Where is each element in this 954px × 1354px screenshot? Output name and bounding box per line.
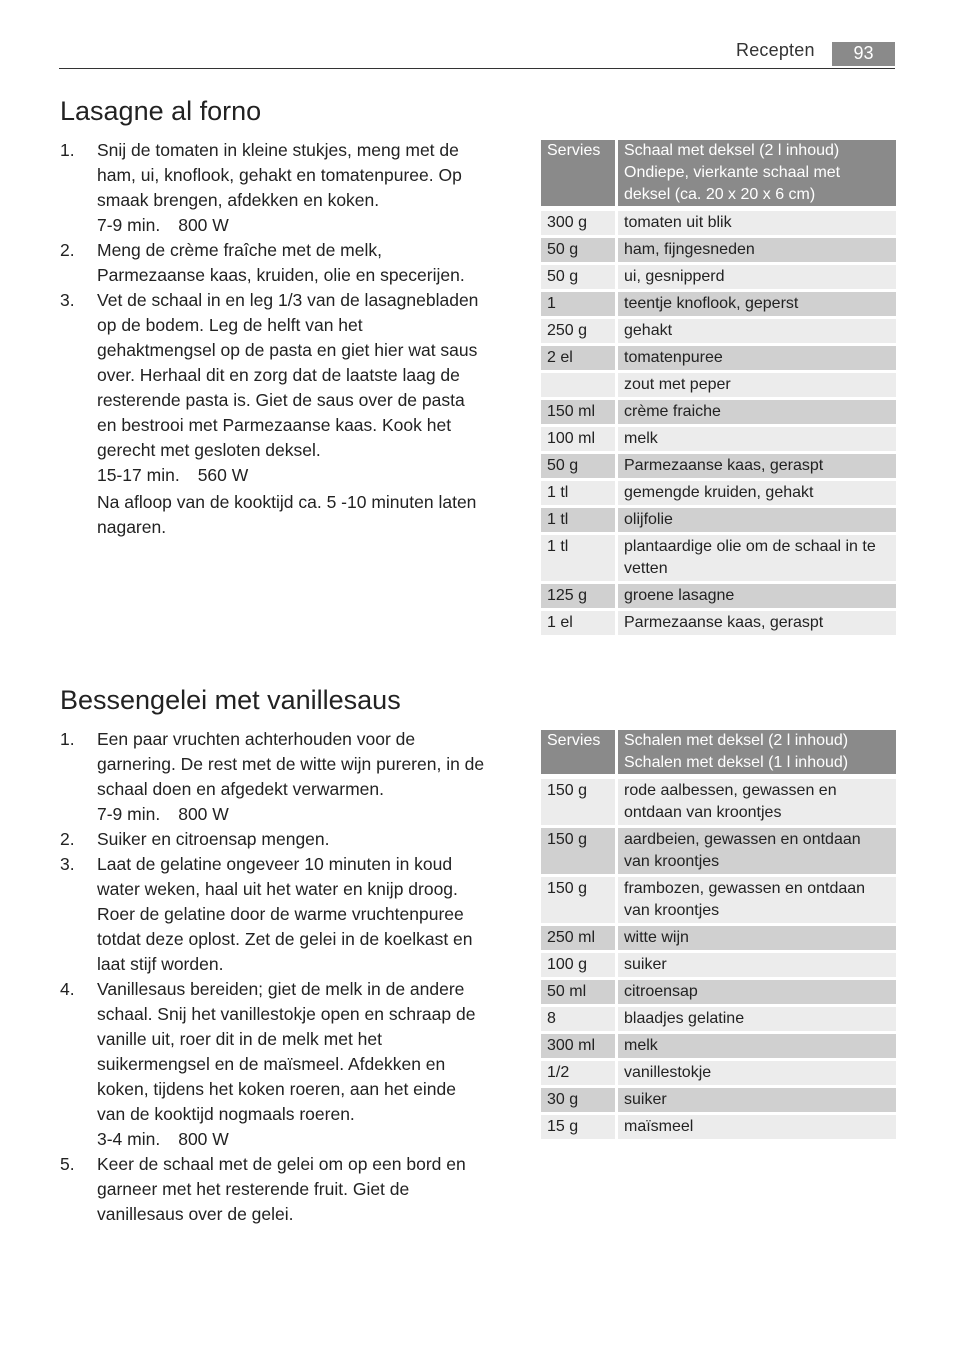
time-duration: 15-17 min.	[97, 465, 180, 485]
power-level: 800 W	[178, 215, 229, 235]
table-row	[541, 426, 896, 453]
table-row	[541, 925, 896, 952]
ingredient-name: tomatenpuree	[617, 345, 897, 372]
table-row	[541, 979, 896, 1006]
ingredient-amount: 8	[541, 1006, 617, 1033]
step-number: 4.	[60, 979, 75, 999]
cooking-time	[60, 802, 485, 827]
recipe-steps	[60, 138, 485, 540]
ingredient-amount: 150 ml	[541, 399, 617, 426]
ingredient-amount: 1 tl	[541, 534, 617, 583]
ingredient-name: zout met peper	[617, 372, 897, 399]
step-item	[60, 827, 485, 852]
ingredient-amount: 50 g	[541, 264, 617, 291]
table-row	[541, 453, 896, 480]
ingredient-amount: 1 tl	[541, 507, 617, 534]
step-text: Een paar vruchten achterhouden voor de garnering. De rest met de witte wijn pureren, in de schaal doen en afgedekt verwarmen.	[97, 729, 485, 799]
recipe-steps	[60, 727, 485, 1227]
step-item	[60, 977, 485, 1127]
ingredient-name: olijfolie	[617, 507, 897, 534]
ingredient-amount: 30 g	[541, 1087, 617, 1114]
header-servies: Servies	[541, 730, 617, 774]
step-number: 3.	[60, 854, 75, 874]
table-row	[541, 372, 896, 399]
table-header-row	[541, 730, 896, 774]
step-number: 2.	[60, 240, 75, 260]
table-row	[541, 534, 896, 583]
table-row	[541, 210, 896, 237]
recipe-title: Lasagne al forno	[60, 96, 262, 126]
ingredient-amount: 1	[541, 291, 617, 318]
ingredient-amount: 300 ml	[541, 1033, 617, 1060]
ingredient-name: citroensap	[617, 979, 897, 1006]
header-dish	[617, 730, 897, 774]
ingredient-amount: 50 ml	[541, 979, 617, 1006]
step-number: 2.	[60, 829, 75, 849]
header-servies: Servies	[541, 140, 617, 206]
table-row	[541, 291, 896, 318]
step-text: Laat de gelatine ongeveer 10 minuten in koud water weken, haal uit het water en knijp droog. Roer de gelatine door de warme vruchtenpuree totdat deze oplost. Zet de gelei in de koelkast en laat stijf worden.	[97, 854, 473, 974]
table-row	[541, 876, 896, 925]
time-duration: 7-9 min.	[97, 215, 161, 235]
ingredient-name: rode aalbessen, gewassen en ontdaan van kroontjes	[617, 778, 897, 827]
table-row	[541, 610, 896, 636]
step-text: Keer de schaal met de gelei om op een bord en garneer met het resterende fruit. Giet de vanillesaus over de gelei.	[97, 1154, 466, 1224]
ingredient-name: plantaardige olie om de schaal in te vetten	[617, 534, 897, 583]
table-row	[541, 1033, 896, 1060]
ingredient-name: gehakt	[617, 318, 897, 345]
ingredient-amount: 50 g	[541, 453, 617, 480]
ingredient-name: crème fraiche	[617, 399, 897, 426]
ingredient-name: melk	[617, 426, 897, 453]
ingredient-amount: 125 g	[541, 583, 617, 610]
header-dish-line: Schalen met deksel (1 l inhoud)	[624, 754, 849, 771]
ingredient-amount: 250 g	[541, 318, 617, 345]
ingredient-amount: 250 ml	[541, 925, 617, 952]
table-row	[541, 507, 896, 534]
table-row	[541, 237, 896, 264]
step-text: Snij de tomaten in kleine stukjes, meng met de ham, ui, knoflook, gehakt en tomatenpuree. Op smaak brengen, afdekken en koken.	[97, 140, 462, 210]
table-row	[541, 1114, 896, 1140]
ingredient-name: suiker	[617, 952, 897, 979]
step-item	[60, 1152, 485, 1227]
step-item	[60, 727, 485, 802]
ingredient-amount: 1/2	[541, 1060, 617, 1087]
step-note: Na afloop van de kooktijd ca. 5 -10 minuten laten nagaren.	[97, 492, 477, 537]
ingredient-name: blaadjes gelatine	[617, 1006, 897, 1033]
table-row	[541, 827, 896, 876]
cooking-time	[60, 463, 485, 488]
table-row	[541, 1087, 896, 1114]
ingredients-table	[541, 730, 896, 1139]
table-row	[541, 1006, 896, 1033]
ingredient-name: ui, gesnipperd	[617, 264, 897, 291]
ingredient-name: melk	[617, 1033, 897, 1060]
page-number-badge: 93	[832, 42, 895, 66]
header-dish-line: Schalen met deksel (2 l inhoud)	[624, 732, 849, 749]
step-text: Suiker en citroensap mengen.	[97, 829, 330, 849]
power-level: 800 W	[178, 804, 229, 824]
ingredients-table	[541, 140, 896, 635]
ingredient-amount	[541, 372, 617, 399]
ingredient-name: maïsmeel	[617, 1114, 897, 1140]
table-header-row	[541, 140, 896, 206]
step-number: 1.	[60, 140, 75, 160]
table-row	[541, 952, 896, 979]
ingredient-amount: 1 el	[541, 610, 617, 636]
table-row	[541, 480, 896, 507]
ingredient-name: Parmezaanse kaas, geraspt	[617, 610, 897, 636]
step-text: Vanillesaus bereiden; giet de melk in de andere schaal. Snij het vanillestokje open en schraap de vanille uit, roer dit in de melk met het suikermengsel en de maïsmeel. Afdekken en koken, tijdens het koken roeren, aan het einde van de kooktijd nogmaals roeren.	[97, 979, 476, 1124]
table-row	[541, 264, 896, 291]
cooking-time	[60, 213, 485, 238]
ingredient-name: tomaten uit blik	[617, 210, 897, 237]
header-dish	[617, 140, 897, 206]
header-dish-line: Ondiepe, vierkante schaal met deksel (ca. 20 x 20 x 6 cm)	[624, 164, 841, 203]
ingredient-name: vanillestokje	[617, 1060, 897, 1087]
table-row	[541, 778, 896, 827]
step-item	[60, 288, 485, 463]
step-item	[60, 138, 485, 213]
time-duration: 7-9 min.	[97, 804, 161, 824]
header-dish-line: Schaal met deksel (2 l inhoud)	[624, 142, 840, 159]
ingredient-name: gemengde kruiden, gehakt	[617, 480, 897, 507]
power-level: 560 W	[197, 465, 249, 485]
step-number: 3.	[60, 290, 75, 310]
step-item	[60, 238, 485, 288]
ingredient-amount: 150 g	[541, 827, 617, 876]
ingredient-amount: 150 g	[541, 876, 617, 925]
step-number: 5.	[60, 1154, 75, 1174]
ingredient-amount: 100 g	[541, 952, 617, 979]
ingredient-amount: 150 g	[541, 778, 617, 827]
ingredient-name: ham, fijngesneden	[617, 237, 897, 264]
step-text: Meng de crème fraîche met de melk, Parmezaanse kaas, kruiden, olie en specerijen.	[97, 240, 465, 285]
step-text: Vet de schaal in en leg 1/3 van de lasagnebladen op de bodem. Leg de helft van het gehaktmengsel op de pasta en giet hier wat saus over. Herhaal dit en zorg dat de laatste laag de resterende pasta is. Giet de saus over de pasta en bestrooi met Parmezaanse kaas. Kook het gerecht met gesloten deksel.	[97, 290, 479, 460]
ingredient-name: Parmezaanse kaas, geraspt	[617, 453, 897, 480]
table-row	[541, 583, 896, 610]
ingredient-name: frambozen, gewassen en ontdaan van kroontjes	[617, 876, 897, 925]
step-number: 1.	[60, 729, 75, 749]
ingredient-name: aardbeien, gewassen en ontdaan van kroontjes	[617, 827, 897, 876]
ingredient-amount: 1 tl	[541, 480, 617, 507]
ingredient-name: witte wijn	[617, 925, 897, 952]
ingredient-amount: 100 ml	[541, 426, 617, 453]
header-divider	[59, 68, 895, 69]
ingredient-name: suiker	[617, 1087, 897, 1114]
table-row	[541, 345, 896, 372]
ingredient-amount: 2 el	[541, 345, 617, 372]
ingredient-name: groene lasagne	[617, 583, 897, 610]
table-row	[541, 318, 896, 345]
table-row	[541, 1060, 896, 1087]
cooking-time	[60, 1127, 485, 1152]
section-title: Recepten	[736, 40, 815, 60]
table-row	[541, 399, 896, 426]
ingredient-amount: 300 g	[541, 210, 617, 237]
ingredient-amount: 15 g	[541, 1114, 617, 1140]
ingredient-amount: 50 g	[541, 237, 617, 264]
recipe-title: Bessengelei met vanillesaus	[60, 685, 401, 715]
step-item	[60, 852, 485, 977]
ingredient-name: teentje knoflook, geperst	[617, 291, 897, 318]
time-duration: 3-4 min.	[97, 1129, 161, 1149]
power-level: 800 W	[178, 1129, 229, 1149]
